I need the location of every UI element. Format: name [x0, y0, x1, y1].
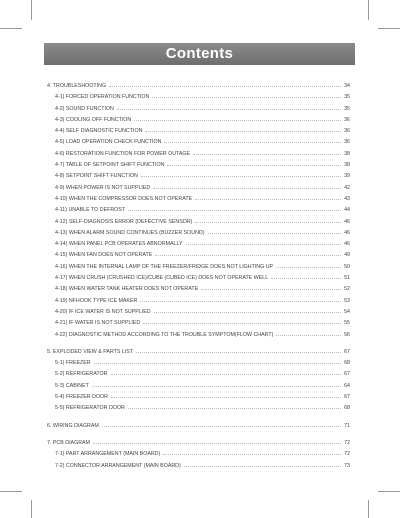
dot-leader [152, 91, 341, 98]
toc-page-number: 36 [344, 116, 350, 123]
toc-page-number: 49 [344, 252, 350, 259]
toc-section[interactable] [47, 437, 350, 448]
toc-page-number: 56 [344, 331, 350, 338]
toc-page-number: 39 [344, 173, 350, 180]
toc-page-number: 43 [344, 195, 350, 202]
toc-item[interactable] [47, 103, 350, 114]
toc-item[interactable] [47, 261, 350, 272]
toc-entry-title: 7. PCB DIAGRAM [47, 439, 90, 446]
toc-page-number: 46 [344, 241, 350, 248]
crop-mark [368, 0, 369, 20]
toc-entry-title: 4-5) LOAD OPERATION CHECK FUNCTION [55, 139, 162, 146]
toc-item[interactable] [47, 368, 350, 379]
toc-item[interactable] [47, 114, 350, 125]
dot-leader [92, 380, 341, 387]
dot-leader [167, 159, 341, 166]
toc-page-number: 68 [344, 405, 350, 412]
toc-page-number: 68 [344, 360, 350, 367]
toc-entry-title: 4-2) SOUND FUNCTION [55, 105, 114, 112]
toc-entry-title: 4-9) WHEN POWER IS NOT SUPPLIED [55, 184, 151, 191]
toc-item[interactable] [47, 283, 350, 294]
toc-page-number: 53 [344, 297, 350, 304]
toc-entry-title: 4. TROUBLESHOOTING [47, 83, 107, 89]
dot-leader [93, 437, 341, 444]
crop-mark [368, 500, 369, 518]
toc-page-number: 46 [344, 218, 350, 225]
toc-item[interactable] [47, 204, 350, 215]
toc-entry-title: 5-2) REFRIGERATOR [55, 371, 108, 378]
toc-entry-title: 5. EXPLODED VIEW & PARTS LIST [47, 348, 134, 355]
dot-leader [128, 204, 341, 211]
toc-section[interactable] [47, 420, 350, 431]
dot-leader [186, 238, 342, 245]
toc-page-number: 38 [344, 162, 350, 169]
crop-mark [0, 28, 22, 29]
toc-entry-title: 4-18) WHEN WATER TANK HEATER DOES NOT OPERATE [55, 286, 199, 293]
dot-leader [201, 283, 341, 290]
crop-mark [31, 500, 32, 518]
toc-entry-title: 4-7) TABLE OF SETPOINT SHIFT FUNCTION [55, 162, 165, 169]
toc-entry-title: 7-2) CONNECTOR ARRANGEMENT (MAIN BOARD) [55, 462, 181, 469]
toc-page-number: 46 [344, 229, 350, 236]
toc-item[interactable] [47, 227, 350, 238]
toc-entry-title: 5-1) FREEZER [55, 360, 91, 367]
toc-item[interactable] [47, 391, 350, 402]
dot-leader [271, 272, 341, 279]
toc-item[interactable] [47, 238, 350, 249]
crop-mark [378, 491, 400, 492]
toc-item[interactable] [47, 193, 350, 204]
toc-item[interactable] [47, 216, 350, 227]
toc-page-number: 50 [344, 263, 350, 270]
toc-entry-title: 6. WIRING DIAGRAM [47, 422, 99, 429]
toc-page-number: 35 [344, 94, 350, 101]
toc-item[interactable] [47, 125, 350, 136]
toc-entry-title: 5-4) FREEZER DOOR [55, 394, 108, 401]
toc-item[interactable] [47, 317, 350, 328]
toc-entry-title: 7-1) PART ARRANGEMENT (MAIN BOARD) [55, 451, 161, 458]
toc-entry-title: 4-20) IF ICE WATER IS NOT SUPPLIED [55, 308, 151, 315]
dot-leader [117, 103, 341, 110]
dot-leader [141, 170, 341, 177]
dot-leader [155, 249, 341, 256]
toc-section[interactable] [47, 346, 350, 357]
toc-item[interactable] [47, 170, 350, 181]
toc-page-number: 64 [344, 382, 350, 389]
dot-leader [111, 391, 341, 398]
toc-entry-title: 4-10) WHEN THE COMPRESSOR DOES NOT OPERATE [55, 195, 193, 202]
toc-page-number: 52 [344, 286, 350, 293]
dot-leader [154, 306, 342, 313]
toc-item[interactable] [47, 460, 350, 471]
toc-entry-title: 4-16) WHEN THE INTERNAL LAMP OF THE FREEZER/FRIDGE DOES NOT LIGHTING UP [55, 263, 274, 270]
dot-leader [184, 460, 341, 467]
toc-page-number: 42 [344, 184, 350, 191]
toc-page-number: 44 [344, 207, 350, 214]
dot-leader [208, 227, 342, 234]
toc-entry-title: 4-14) WHEN PANEL PCB OPERATES ABNORMALLY [55, 241, 183, 248]
toc-entry-title: 5-5) REFRIGERATOR DOOR [55, 405, 125, 412]
crop-mark [31, 0, 32, 20]
dot-leader [195, 193, 341, 200]
toc-entry-title: 4-15) WHEN FAN DOES NOT OPERATE [55, 252, 153, 259]
dot-leader [145, 125, 341, 132]
toc-entry-title: 4-8) SETPOINT SHIFT FUNCTION [55, 173, 138, 180]
dot-leader [140, 295, 341, 302]
toc-page-number: 71 [344, 422, 350, 429]
toc-page-number: 36 [344, 139, 350, 146]
toc-page-number: 73 [344, 462, 350, 469]
toc-page-number: 38 [344, 150, 350, 157]
toc-page-number: 67 [344, 348, 350, 355]
toc-item[interactable] [47, 448, 350, 459]
crop-mark [0, 491, 22, 492]
toc-page-number: 72 [344, 439, 350, 446]
toc-entry-title: 4-3) COOLING OFF FUNCTION [55, 116, 132, 123]
dot-leader [143, 317, 341, 324]
toc-page-number: 34 [344, 83, 350, 89]
toc-entry-title: 4-1) FORCED OPERATION FUNCTION [55, 94, 150, 101]
dot-leader [276, 329, 341, 336]
dot-leader [102, 420, 341, 427]
toc-page-number: 54 [344, 308, 350, 315]
table-of-contents [47, 80, 350, 471]
toc-entry-title: 4-17) WHEN CRUSH (CRUSHED ICE)/CUBE (CUBED ICE) DOES NOT OPERATE WELL [55, 275, 269, 282]
toc-page-number: 35 [344, 105, 350, 112]
dot-leader [128, 402, 341, 409]
toc-page-number: 67 [344, 371, 350, 378]
toc-entry-title: 4-12) SELF-DIAGNOSIS ERROR (DEFECTIVE SENSOR) [55, 218, 193, 225]
toc-page-number: 67 [344, 394, 350, 401]
toc-page-number: 72 [344, 451, 350, 458]
dot-leader [109, 80, 341, 87]
toc-item[interactable] [47, 182, 350, 193]
toc-entry-title: 4-19) NFHOOK TYPE ICE MAKER [55, 297, 138, 304]
toc-page-number: 55 [344, 320, 350, 327]
dot-leader [193, 148, 341, 155]
toc-entry-title: 4-21) IF WATER IS NOT SUPPLIED [55, 320, 141, 327]
toc-page-number: 36 [344, 128, 350, 135]
toc-entry-title: 4-6) RESTORATION FUNCTION FOR POWER OUTAGE [55, 150, 191, 157]
toc-page-number: 51 [344, 275, 350, 282]
toc-item[interactable] [47, 159, 350, 170]
dot-leader [153, 182, 341, 189]
dot-leader [111, 368, 342, 375]
dot-leader [195, 216, 341, 223]
toc-item[interactable] [47, 91, 350, 102]
dot-leader [94, 357, 341, 364]
dot-leader [163, 448, 341, 455]
toc-section[interactable] [47, 80, 350, 91]
toc-item[interactable] [47, 306, 350, 317]
toc-entry-title: 4-11) UNABLE TO DEFROST [55, 207, 126, 214]
page-title: Contents [44, 43, 355, 65]
toc-item[interactable] [47, 329, 350, 340]
toc-item[interactable] [47, 272, 350, 283]
toc-item[interactable] [47, 380, 350, 391]
toc-entry-title: 4-4) SELF DIAGNOSTIC FUNCTION [55, 128, 143, 135]
dot-leader [134, 114, 341, 121]
toc-entry-title: 5-3) CABINET [55, 382, 89, 389]
toc-item[interactable] [47, 249, 350, 260]
toc-item[interactable] [47, 402, 350, 413]
toc-item[interactable] [47, 357, 350, 368]
toc-item[interactable] [47, 295, 350, 306]
dot-leader [136, 346, 341, 353]
toc-item[interactable] [47, 148, 350, 159]
toc-entry-title: 4-13) WHEN ALARM SOUND CONTINUES (BUZZER SOUND) [55, 229, 205, 236]
toc-item[interactable] [47, 136, 350, 147]
dot-leader [164, 136, 341, 143]
crop-mark [378, 28, 400, 29]
toc-entry-title: 4-22) DIAGNOSTIC METHOD ACCORDING TO THE TROUBLE SYMPTOM(FLOW CHART) [55, 331, 274, 338]
dot-leader [276, 261, 341, 268]
